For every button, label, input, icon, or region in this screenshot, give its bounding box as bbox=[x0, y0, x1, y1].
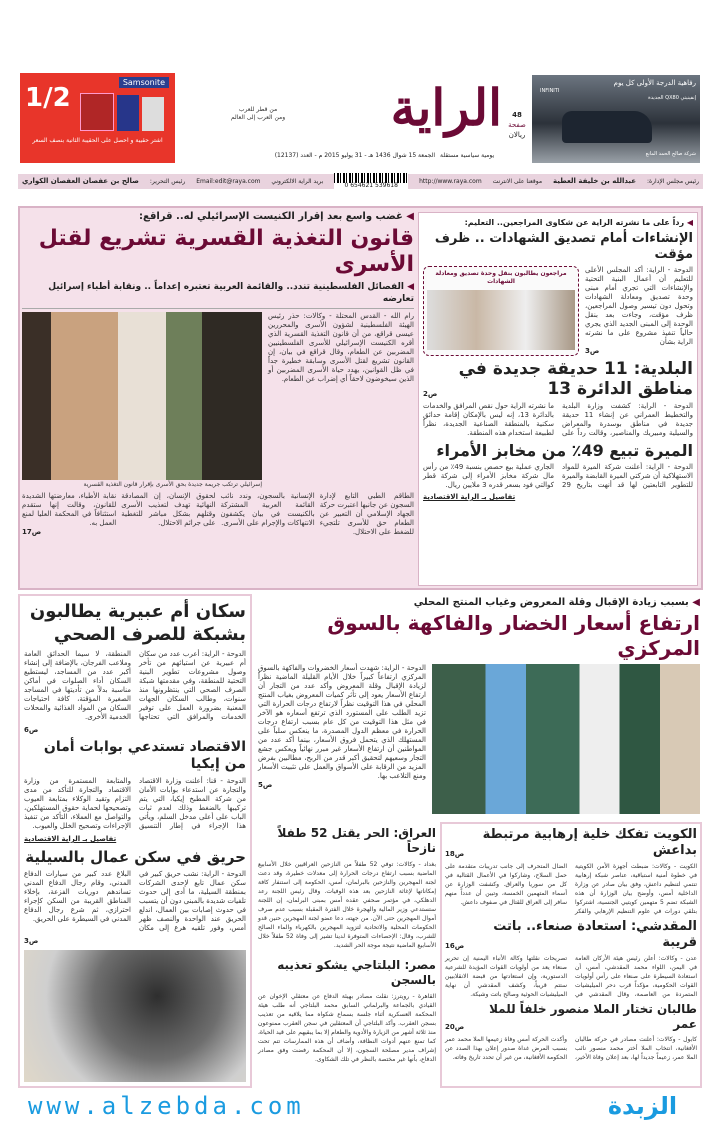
editor-name: صالح بن عفصان العفصان الكواري bbox=[22, 177, 139, 185]
web-label: موقعنا على الانترنت bbox=[492, 178, 543, 185]
market-headline: ارتفاع أسعار الخضار والفاكهة بالسوق المركزي bbox=[327, 611, 700, 660]
story3-body: الدوحة - الراية: أعلنت شركة الميرة للمواد الاستهلاكية أن شركتي الميرة القابضة والميرة للتطوير التابعتين لها قد أنهت بتاريخ 29 الجاري عملية بيع حصص بنسبة 49٪ من رأس مال شركة مخابز الأمراء إلى شركة قطر كوالتي فود بسعر قدره 3 ملايين ريال. bbox=[423, 463, 693, 489]
ad-suitcases bbox=[80, 93, 114, 131]
ad-text: اشتر حقيبة و احصل على الحقيبة الثانية بنصف السعر bbox=[32, 137, 163, 144]
umabairiya-body: الدوحة - الراية: أعرب عدد من سكان أم عبيرية عن استيائهم من تأخر وصول مشروعات تطوير البنية التحتية للمنطقة، وفي مقدمتها شبكة الصرف الصحي التي ينتظرونها منذ سنوات، وطالب السكان الجهات المعنية بضرورة العمل على توفير الخدمات والمرافق التي تحتاجها المنطقة، لا سيما الحدائق العامة وملاعب الفرجان، بالإضافة إلى إنشاء أكبر عدد من المساجد، ليستطيع السكان أداء الصلوات في أماكن مناسبة بدلاً من تأديتها في المساجد الصغيرة المؤقتة، كافة احتياجات السكان من المواد الغذائية والمحلات الخدمية الأخرى. bbox=[24, 650, 246, 721]
page-ref: ص3 bbox=[24, 937, 39, 945]
prisoner-photo bbox=[22, 312, 262, 480]
ad-samsonite[interactable] bbox=[20, 73, 175, 163]
taliban-headline: طالبان تختار الملا منصور خلفاً للملا عمر bbox=[489, 1002, 697, 1031]
ad-offer: 1/2 bbox=[25, 83, 71, 113]
market-text bbox=[258, 664, 426, 790]
ad-suitcases bbox=[117, 95, 139, 131]
page-ref: ص5 bbox=[258, 781, 273, 789]
page-count bbox=[505, 110, 529, 140]
top-body-1: رام الله - القدس المحتلة - وكالات: حذر رئيس الهيئة الفلسطينية لشؤون الأسرى والمحررين عيسى قراقع، من أن قانون التغذية القسرية الذي أقره الكنيست الإسرائيلي للأسرى الفلسطينيين المضربين عن الطعام، وقال قراقع في بيان، إن القانون تشريع لقتل الأسرى وسابقة خطيرة جداً في ظل القوانين، يهدد حياة الأسرى المضربين أو الذين سيخوضون لاحقاً أي إضراب عن الطعام. bbox=[268, 312, 414, 383]
ikea-headline: الاقتصاد تستدعي بوابات أمان من إيكيا bbox=[43, 739, 246, 772]
more-link[interactable]: تفاصيل بـ الراية الاقتصادية bbox=[24, 835, 117, 843]
side-kicker: ◀ رداً على ما نشرته الراية عن شكاوى المراجعين.. التعليم: bbox=[423, 217, 693, 228]
top-story bbox=[22, 210, 414, 586]
page-ref: ص17 bbox=[22, 528, 42, 536]
slogan-line: من قطر للعرب bbox=[238, 106, 278, 113]
kuwait-headline: الكويت تفكك خلية إرهابية مرتبطة بداعش bbox=[482, 827, 697, 858]
page-ref: ص3 bbox=[585, 347, 600, 355]
masthead-logo bbox=[300, 72, 502, 144]
masthead-subtitle: يومية سياسية مستقلة bbox=[440, 152, 495, 159]
staff-bar bbox=[18, 174, 703, 189]
egypt-headline: مصر: البلتاجي يشكو تعذيبه بالسجن bbox=[277, 958, 436, 987]
slogan-line: ومن العرب إلى العالم bbox=[230, 114, 286, 121]
yemen-body: عدن - وكالات: أعلن رئيس هيئة الأركان العامة في اليمن، اللواء محمد المقدشي، أمس، أن استعادة السيطرة على صنعاء على رأس أولويات القوات الحكومية، مؤكداً قرب دحر الميليشيات المتمردة من العاصمة، وقال المقدشي في تصريحات نقلتها وكالة الأنباء اليمنية إن تحرير صنعاء يعد من أولويات القوات المؤيدة للشرعية الدستورية، وإن استعادتها من قبضة الانقلابيين ستتم قريباً، وكشف المقدشي أن نهاية الميليشيات الحوثية وصالح باتت وشيكة. bbox=[445, 955, 697, 998]
ikea-body: الدوحة - قنا: أعلنت وزارة الاقتصاد والتجارة عن استدعاء بوابات الأمان من شركة المطبخ إيكيا، التي يتم تركيبها بالضغط وذلك لعدم ثبات الباب على أعلى مدخل السلم، ويأتي هذا الإجراء في إطار التنسيق والمتابعة المستمرة من وزارة الاقتصاد والتجارة للتأكد من مدى التزام وتقيد الوكلاء بمتابعة العيوب وتصحيحها لحماية حقوق المستهلكين، والتواصل مع العملاء، التأكد من تنفيذ الإجراءات وتصحيح الخلل والعيوب. bbox=[24, 777, 246, 830]
email-link[interactable]: Email:edit@raya.com bbox=[196, 178, 261, 185]
market-body: الدوحة - الراية: شهدت أسعار الخضروات والفاكهة بالسوق المركزي ارتفاعاً كبيراً خلال الأيام القليلة الماضية نظراً لزيادة الإقبال وقلة المعروض وأكد عدد من التجار أن ارتفاع الأسعار يعود إلى تأثر كميات المعروض بغياب المنتج المحلي في هذا التوقيت نظراً لارتفاع درجات الحرارة التي تزيد الطلب على المستورد الذي ترتفع أسعاره هو الآخر في مثل هذا التوقيت من كل عام بسبب ارتفاع درجات الحرارة في معظم الدول المصدرة، ما ينعكس سلباً على المستهلك الذي يتحمل فروق الأسعار، بينما أكد عدد من المواطنين أن ارتفاع الأسعار غير مبرر نهائياً ويعكس جشع التجار وسعيهم لتحقيق أكبر قدر من الربح، مطالبين بفرض المزيد من الرقابة على الأسواق والعمل على تثبيت الأسعار ومنع التلاعب بها. bbox=[258, 664, 426, 780]
page-ref: ص20 bbox=[445, 1023, 465, 1031]
board-name: عبدالله بن خليفة العطية bbox=[553, 177, 637, 185]
email-label: بريد الراية الالكتروني bbox=[271, 178, 324, 185]
kuwait-body: الكويت - وكالات: ضبطت أجهزة الأمن الكويتية في خطوة أمنية استباقية، عناصر شبكة إرهابية تنتمي لتنظيم داعش، وفق بيان صادر عن وزارة الداخلية أمس، وأوضح بيان الوزارة أن هذه الشبكة تضم 5 متهمين كويتيي الجنسية، اشتركوا بتلقي دورات في علوم التنظيم الإرهابي والفكر الضال المتحرف إلى جانب تدريبات متقدمة على حمل السلاح، وشاركوا في الأعمال القتالية في كل من سوريا والعراق. وكشفت الوزارة عن أسماء المتهمين الخمسة، وتبين أن عدداً منهم سافر إلى العراق للقتال في صفوف داعش. bbox=[445, 863, 697, 915]
ad-brand: INFINITI bbox=[540, 88, 560, 94]
market-header bbox=[258, 596, 700, 661]
top-divider bbox=[22, 308, 414, 309]
more-link[interactable]: تفاصيل بـ الراية الاقتصادية bbox=[423, 493, 516, 501]
page-ref: ص16 bbox=[445, 942, 465, 950]
top-headline: قانون التغذية القسرية تشريع لقتل الأسرى bbox=[38, 226, 414, 277]
top-body-2: الطاقم الطبي التابع لإدارة السجون عن جانبها اعتبرت حركة الجهاد الإسلامي أن التعبير عن الطعام حق للأسرى تلتجيء للضغط على الاحتلال. bbox=[319, 492, 414, 536]
car-image bbox=[562, 111, 652, 143]
fire-photo bbox=[24, 950, 246, 1082]
ad-brand: Samsonite bbox=[119, 77, 169, 88]
slogan bbox=[222, 106, 294, 122]
world-box bbox=[440, 822, 702, 1088]
iraq-headline: العراق: الحر يقتل 52 طفلاً نازحاً bbox=[277, 826, 436, 855]
world-center bbox=[258, 826, 436, 1088]
clipping-image bbox=[423, 266, 579, 356]
top-body-5: نقابة الأطباء، معارضتها الشديدة للقانون، وقالت إنها ستقدم استئنافاً في المحكمة العليا لمنع العمل به. bbox=[22, 492, 117, 527]
fire-headline: حريق في سكن عمال بالسيلية bbox=[25, 848, 246, 866]
editor-label: رئيس التحرير: bbox=[149, 178, 186, 185]
egypt-body: القاهرة - رويترز: نقلت مصادر بهيئة الدفاع عن معتقلي الإخوان عن القيادي بالجماعة والبرلماني السابق محمد البلتاجي أنه طلب هيئة المحكمة العسكرية أثناء جلسة بسماع شكواه مما يلاقيه من تعذيب بسجن العقرب. وأكد البلتاجي أن المعتقلين في سجن العقرب ممنوعون منذ ثلاثة أشهر من الزيارة والأدوية والطعام إلا بما يبقيهم على قيد الحياة، كما تمنع عنهم أدوات النظافة، وأضاف أن هذه الممارسات تتم تحت إشراف مدير مصلحة السجون، إلا أن المحكمة رفضت وفق مصادر الدفاع، بأنها غير مختصة بالنظر في تلك الشكاوى. bbox=[258, 993, 436, 1063]
taliban-body: كابول - وكالات: أعلنت مصادر في حركة طالبان الأفغانية، انتخاب الملا أختر محمد منصور نائب الملا عمر، زعيماً جديداً لها، بعد إعلان وفاة الأخير، وأكدت الحركة أمس وفاة زعيمها الملا محمد عمر بسبب المرض غداة صدور إعلان بهذا الصدد عن الحكومة الأفغانية، من غير أن تحدد تاريخ وفاته. bbox=[445, 1036, 697, 1061]
story2-body: الدوحة - الراية: كشفت وزارة البلدية والتخطيط العمراني عن إنشاء 11 حديقة جديدة في مناطق بوسدرة والمعراض والسيلية ومبيريك والمناصير، وقالت رداً على ما نشرته الراية حول نقص المرافق والخدمات بالدائرة 13، إنه ليس بالإمكان إقامة حدائق سكنية بالمنطقة الصناعية الجديدة، نظراً لطبيعة استخدام هذه المنطقة. bbox=[423, 402, 694, 437]
side-box bbox=[418, 212, 698, 586]
photo-caption: إسرائيلي ترتكب جريمة جديدة بحق الأسرى بإقرار قانون التغذية القسرية bbox=[83, 481, 262, 488]
issue-date: الجمعة 15 شوال 1436 هـ - 31 يوليو 2015 م - العدد (12137) bbox=[274, 152, 435, 159]
clipping-headline: مراجعون يطالبون بنقل وحدة تصديق ومعادلة الشهادات bbox=[435, 270, 567, 285]
left-column bbox=[18, 594, 252, 1088]
clipping-photo bbox=[427, 290, 575, 350]
ad-model: إنفينيتي QX80 الجديدة bbox=[648, 95, 696, 101]
top-body-3: الإنسانية بالسجون، وندد نائب القائمة العربية المشتركة بالكنيست في بيان يكشفون الانتهاكات والإجرام على الأسرى. bbox=[220, 492, 315, 527]
top-kicker: ◀ غضب واسع بعد إقرار الكنيست الإسرائيلي له.. قراقع: bbox=[22, 210, 414, 223]
story3-headline: الميرة تبيع 49٪ من مخابز الأمراء bbox=[436, 441, 693, 460]
ad-dealer: شركة صالح الحمد المانع bbox=[645, 151, 696, 157]
logo-text: الراية bbox=[390, 78, 502, 137]
side-headline: الإنشاءات أمام تصديق الشهادات .. ظرف مؤقت bbox=[434, 231, 693, 262]
yemen-headline: المقدشي: استعادة صنعاء.. باتت قريبة bbox=[493, 919, 697, 950]
page-ref: ص2 bbox=[423, 390, 438, 398]
top-subhead: ◀ الفصائل الفلسطينية تندد.. والقائمة العربية تعتبره إعداماً .. ونقابة أطباء إسرائيل تعارضه bbox=[22, 281, 414, 305]
pages-label: صفحة bbox=[508, 121, 526, 129]
watermark-logo: الزبدة bbox=[607, 1092, 678, 1120]
ad-suitcases bbox=[142, 97, 164, 131]
top-body-4: لحقوق الإنسان، إن المصادقة النهائية تهدف لتعذيب الأسرى وقتلهم بشكل مباشر للتغطية على جرائم الاحتلال. bbox=[121, 492, 216, 527]
market-photo bbox=[432, 664, 700, 814]
ad-infiniti[interactable] bbox=[532, 75, 700, 163]
iraq-body: بغداد - وكالات: توفي 52 طفلاً من النازحين العراقيين خلال الأسابيع الماضية بسبب ارتفاع درجات الحرارة إلى معدلات خطيرة، وقد دعت لجنة المهجرين والنازحين بالبرلمان، أمس، الحكومة إلى استنفار كافة إمكاناتها لإغاثة النازحين بعد هذه الوفيات. وقال رئيس اللجنة رعد الدهلكي، في مؤتمر صحفي عقده أمس بمبنى البرلمان، إن اللجنة ستستدعي وزير المالية والهجرة خلال الفترة المقبلة بسبب عدم صرف أموال المهجرين حتى الآن. من جهته، دعا عضو لجنة المهجرين حنين قدو الحكومات المحلية والاتحادية لتزويد المهجرين بالكهرباء والماء الصالح للشرب، وقال: الإحصاءات المتوفرة لدينا تشير إلى وفاة 52 طفلاً خلال الأسابيع الماضية نتيجة موجة الحر الشديد. bbox=[258, 861, 436, 949]
umabairiya-headline: سكان أم عبيرية يطالبون بشبكة للصرف الصحي bbox=[29, 601, 246, 645]
web-link[interactable]: http://www.raya.com bbox=[419, 178, 482, 185]
market-kicker: ◀ بسبب زيادة الإقبال وقلة المعروض وغياب المنتج المحلي bbox=[258, 596, 700, 609]
page-ref: ص18 bbox=[445, 850, 465, 858]
pages-number: 48 bbox=[512, 111, 522, 119]
watermark-url: www.alzebda.com bbox=[28, 1092, 305, 1120]
fire-body: الدوحة - الراية: نشب حريق كبير في سكن عمال تابع لإحدى الشركات بمنطقة السيلية، ما أدى إلى حدوث تلفيات شديدة بالمبنى دون أن يتسبب في حدوث إصابات بين العمال، اندلع الحريق عند الواحدة والنصف ظهر أمس، وفور تلقيه هرع إلى مكان البلاغ عدد كبير من سيارات الدفاع المدني، وقام رجال الدفاع المدني تساندهم دوريات الفزعة، بإخلاء المناطق القريبة من السكن كإجراء احترازي، ثم شرع رجال الدفاع المدني في السيطرة على الحريق. bbox=[24, 870, 246, 932]
story2-headline: البلدية: 11 حديقة جديدة في مناطق الدائرة 13 bbox=[458, 359, 693, 399]
ad-headline: رفاهية الدرجة الأولى كل يوم bbox=[613, 79, 696, 87]
barcode: 0 654621 539618 bbox=[334, 173, 408, 190]
price: ريالان bbox=[508, 131, 526, 139]
page-ref: ص6 bbox=[24, 726, 39, 734]
board-label: رئيس مجلس الإدارة: bbox=[646, 178, 699, 185]
side-body: الدوحة - الراية: أكد المجلس الأعلى للتعليم أن أعمال البنية التحتية والإنشاءات التي تجري أمام مبنى وحدة تصديق ومعادلة الشهادات وتحول دون تيسير وصول المراجعين، ظرف مؤقت، وجاءت بعد بنقل الوحدة إلى المبنى الجديد الذي يجري حالياً تنفيذ مشروع على ما نشرته الراية بشأن bbox=[585, 266, 693, 346]
